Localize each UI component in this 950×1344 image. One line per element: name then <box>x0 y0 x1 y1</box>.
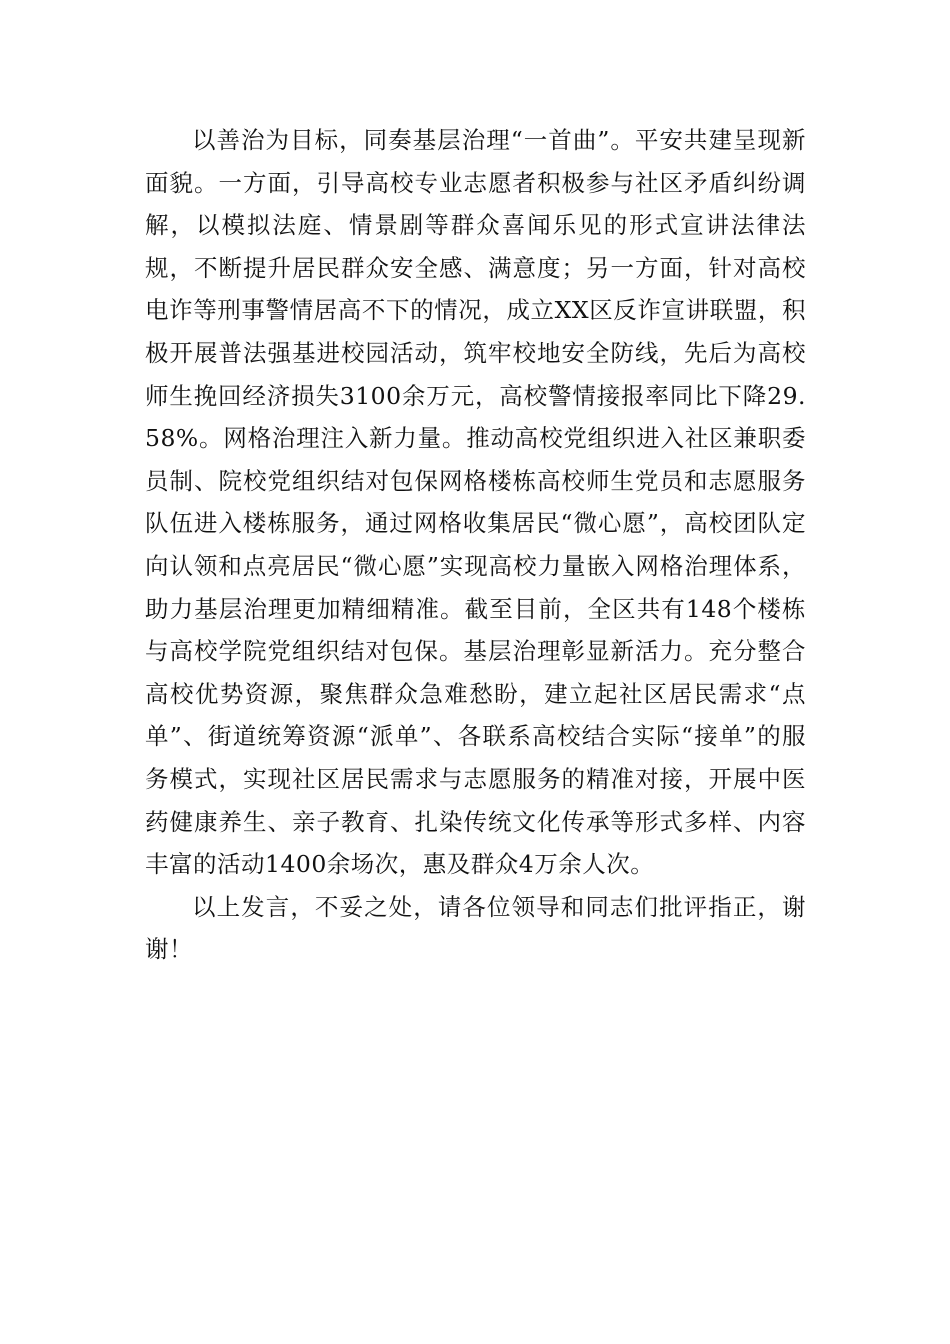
document-body <box>145 119 806 971</box>
body-paragraph-closing: 以上发言，不妥之处，请各位领导和同志们批评指正，谢谢！ <box>145 892 806 964</box>
body-paragraph-governance: 以善治为目标，同奏基层治理“一首曲”。平安共建呈现新面貌。一方面，引导高校专业志愿者积极参与社区矛盾纠纷调解，以模拟法庭、情景剧等群众喜闻乐见的形式宣讲法律法规，不断提升居民群众安全感、满意度；另一方面，针对高校电诈等刑事警情居高不下的情况，成立XX区反诈宣讲联盟，积极开展普法强基进校园活动，筑牢校地安全防线，先后为高校师生挽回经济损失3100余万元，高校警情接报率同比下降29.58%。网格治理注入新力量。推动高校党组织进入社区兼职委员制、院校党组织结对包保网格楼栋高校师生党员和志愿服务队伍进入楼栋服务，通过网格收集居民“微心愿”，高校团队定向认领和点亮居民“微心愿”实现高校力量嵌入网格治理体系，助力基层治理更加精细精准。截至目前，全区共有148个楼栋与高校学院党组织结对包保。基层治理彰显新活力。充分整合高校优势资源，聚焦群众急难愁盼，建立起社区居民需求“点单”、街道统筹资源“派单”、各联系高校结合实际“接单”的服务模式，实现社区居民需求与志愿服务的精准对接，开展中医药健康养生、亲子教育、扎染传统文化传承等形式多样、内容丰富的活动1400余场次，惠及群众4万余人次。 <box>145 126 806 879</box>
